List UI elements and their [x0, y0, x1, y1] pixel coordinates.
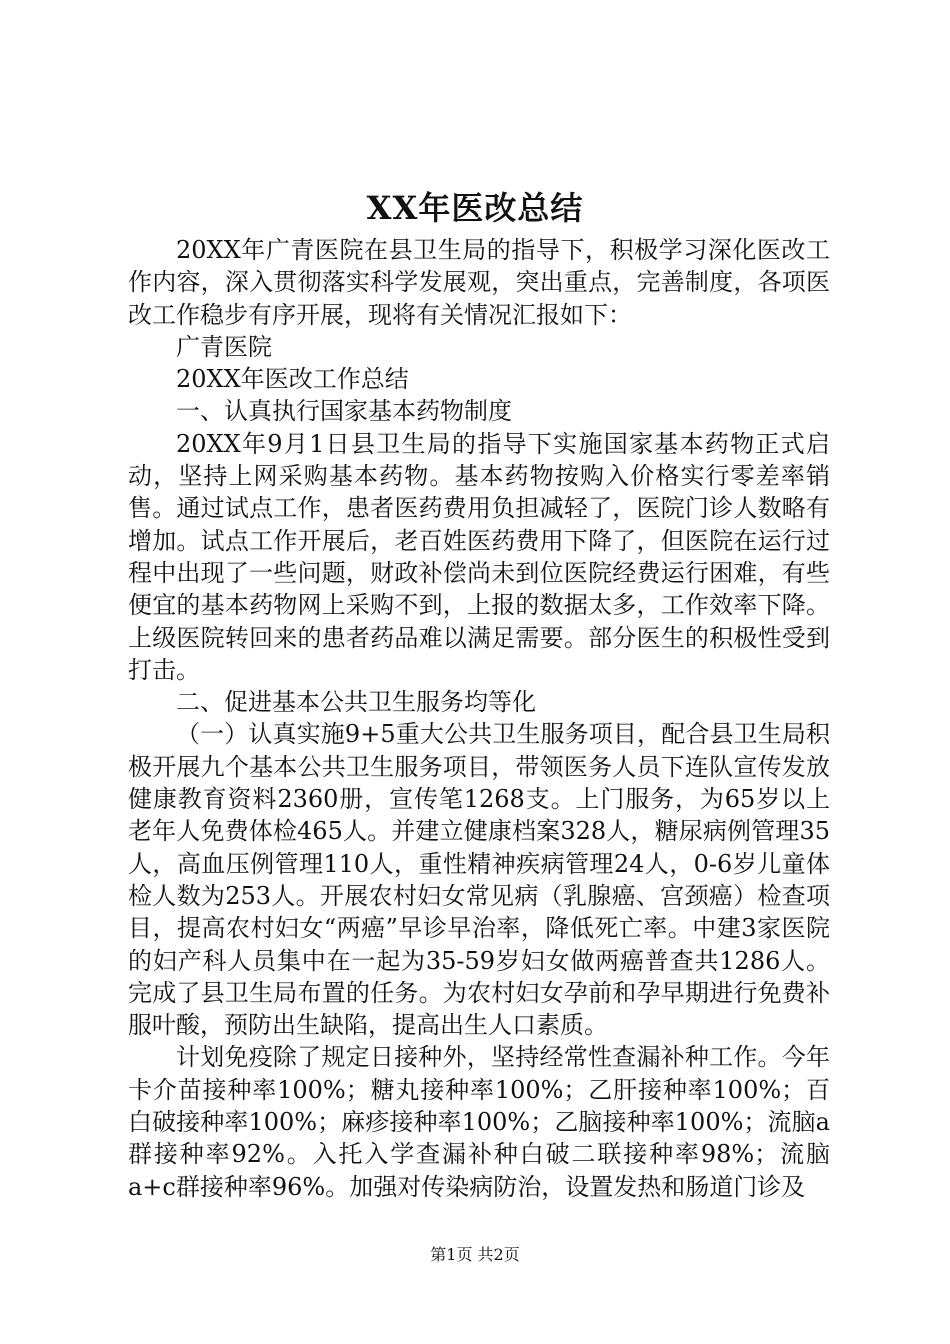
- document-body: [128, 234, 830, 1203]
- section-heading-1: 一、认真执行国家基本药物制度: [176, 397, 512, 426]
- page-footer: 第1页 共2页: [430, 1245, 520, 1264]
- summary-heading-line: 20XX年医改工作总结: [176, 365, 409, 394]
- intro-paragraph: 20XX年广青医院在县卫生局的指导下，积极学习深化医改工作内容，深入贯彻落实科学发展观，突出重点，完善制度，各项医改工作稳步有序开展，现将有关情况汇报如下：: [128, 236, 830, 329]
- immunization-paragraph: 计划免疫除了规定日接种外，坚持经常性查漏补种工作。今年卡介苗接种率100%；糖丸接种率100%；乙肝接种率100%；百白破接种率100%；麻疹接种率100%；乙脑接种率100%；流脑a群接种率92%。入托入学查漏补种白破二联接种率98%；流脑a+c群接种率96%。加强对传染病防治，设置发热和肠道门诊及: [128, 1043, 830, 1201]
- document-title: XX年医改总结: [366, 189, 584, 227]
- section-1-paragraph: 20XX年9月1日县卫生局的指导下实施国家基本药物正式启动，坚持上网采购基本药物。基本药物按购入价格实行零差率销售。通过试点工作，患者医药费用负担减轻了，医院门诊人数略有增加。试点工作开展后，老百姓医药费用下降了，但医院在运行过程中出现了一些问题，财政补偿尚未到位医院经费运行困难，有些便宜的基本药物网上采购不到，上报的数据太多，工作效率下降。上级医院转回来的患者药品难以满足需要。部分医生的积极性受到打击。: [128, 429, 830, 684]
- section-2-item-1-paragraph: （一）认真实施9+5重大公共卫生服务项目，配合县卫生局积极开展九个基本公共卫生服务项目，带领医务人员下连队宣传发放健康教育资料2360册，宣传笔1268支。上门服务，为65岁以上老年人免费体检465人。并建立健康档案328人，糖尿病例管理35人，高血压例管理110人，重性精神疾病管理24人，0-6岁儿童体检人数为253人。开展农村妇女常见病（乳腺癌、宫颈癌）检查项目，提高农村妇女“两癌”早诊早治率，降低死亡率。中建3家医院的妇产科人员集中在一起为35-59岁妇女做两癌普查共1286人。完成了县卫生局布置的任务。为农村妇女孕前和孕早期进行免费补服叶酸，预防出生缺陷，提高出生人口素质。: [128, 720, 830, 1040]
- section-heading-2: 二、促进基本公共卫生服务均等化: [176, 688, 536, 717]
- hospital-name-line: 广青医院: [176, 332, 272, 361]
